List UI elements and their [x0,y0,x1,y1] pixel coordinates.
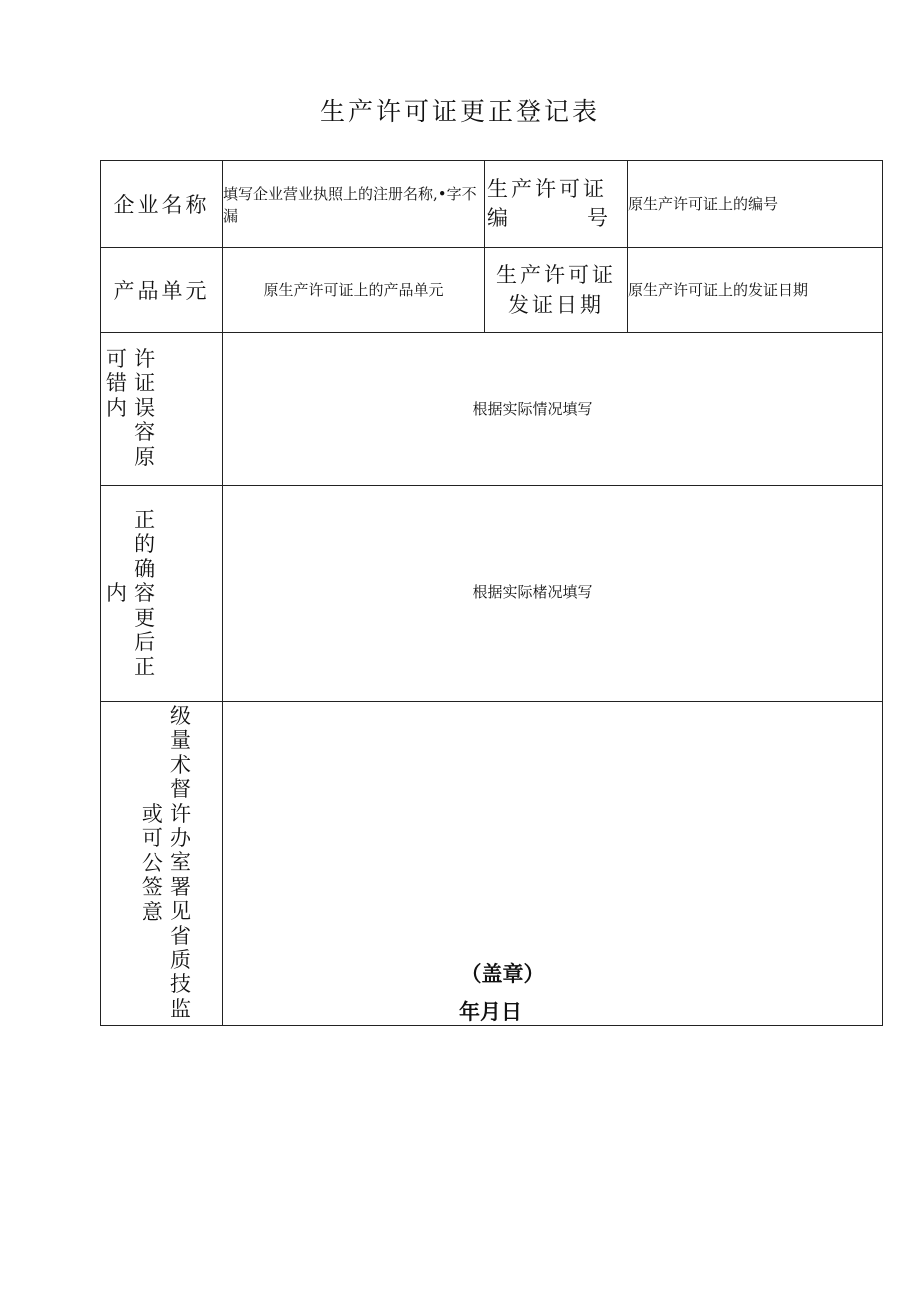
corrected-label-c1-0: 内 [106,581,127,606]
issue-date-label-line1: 生产许可证 [496,263,616,287]
opinion-label-c2-0: 级 [170,704,191,728]
original-label-c2-2: 误 [134,395,156,420]
license-number-label-line1: 生产许可证 [487,177,607,201]
form-title: 生产许可证更正登记表 [319,97,600,126]
opinion-label-c2-7: 署 [170,874,191,899]
corrected-label-c2-2: 确 [134,556,156,581]
corrected-label-c2-4: 更 [134,605,156,630]
corrected-label-c2-1: 的 [134,532,156,557]
corrected-label-c2-5: 后 [134,630,156,655]
license-number-label [485,161,628,248]
opinion-label-c2-12: 监 [170,996,191,1021]
original-label-c2-4: 原 [134,444,156,469]
original-content-row [101,333,883,486]
original-content-value: 根据实际情况填写 [223,333,883,486]
opinion-label-c1-2: 公 [141,850,163,875]
corrected-label-c2-3: 容 [134,581,156,606]
corrected-label-col2 [134,508,155,679]
opinion-label-c2-3: 督 [170,777,191,802]
original-label-c1-0: 可 [106,347,127,371]
opinion-label-c1-0: 或 [141,802,163,826]
seal-text: （盖章） [460,961,545,986]
corrected-content-row [101,486,883,702]
corrected-label-c2-6: 正 [134,654,156,679]
opinion-label-c1-4: 意 [141,899,163,924]
opinion-row [101,702,883,1026]
original-label-c2-3: 容 [134,420,156,445]
product-row [101,248,883,333]
original-label-c1-2: 内 [106,395,127,420]
original-content-label [101,333,223,486]
opinion-value-area [223,702,883,1026]
opinion-label-col2 [170,704,191,1021]
opinion-label-c2-2: 术 [170,752,191,777]
original-label-col1 [106,347,127,420]
license-number-value: 原生产许可证上的编号 [628,161,883,248]
company-name-label: 企业名称 [101,161,223,248]
license-number-label-char1: 编 [487,206,511,230]
license-number-label-char2: 号 [587,206,611,230]
registration-form-table [100,160,883,1026]
corrected-content-value: 根据实际楮况填写 [223,486,883,702]
opinion-label-c2-11: 技 [170,972,191,997]
product-unit-label: 产品单元 [101,248,223,333]
original-label-c2-0: 许 [134,347,156,371]
issue-date-label [485,248,628,333]
opinion-label-col1 [142,802,163,924]
issue-date-value: 原生产许可证上的发证日期 [628,248,883,333]
opinion-label-c1-3: 签 [141,875,163,900]
date-text: 年月日 [459,999,522,1024]
opinion-label-c2-9: 省 [170,923,191,948]
original-label-c2-1: 证 [134,371,156,396]
company-name-value: 填写企业营业执照上的注册名称,•字不漏 [223,161,485,248]
opinion-label [101,702,223,1026]
opinion-label-c2-6: 室 [170,850,191,875]
corrected-label-c2-0: 正 [134,508,156,533]
corrected-content-label [101,486,223,702]
corrected-label-col1 [106,581,127,605]
opinion-label-c2-10: 质 [170,948,191,973]
opinion-label-c2-4: 许 [170,801,191,826]
product-unit-value: 原生产许可证上的产品单元 [223,248,485,333]
original-label-col2 [134,347,155,469]
opinion-label-c2-5: 办 [170,826,191,851]
original-label-c1-1: 错 [106,371,127,396]
company-row [101,161,883,248]
opinion-label-c2-1: 量 [170,728,191,753]
issue-date-label-line2: 发证日期 [508,293,604,317]
opinion-label-c1-1: 可 [141,826,163,851]
opinion-label-c2-8: 见 [170,899,191,924]
